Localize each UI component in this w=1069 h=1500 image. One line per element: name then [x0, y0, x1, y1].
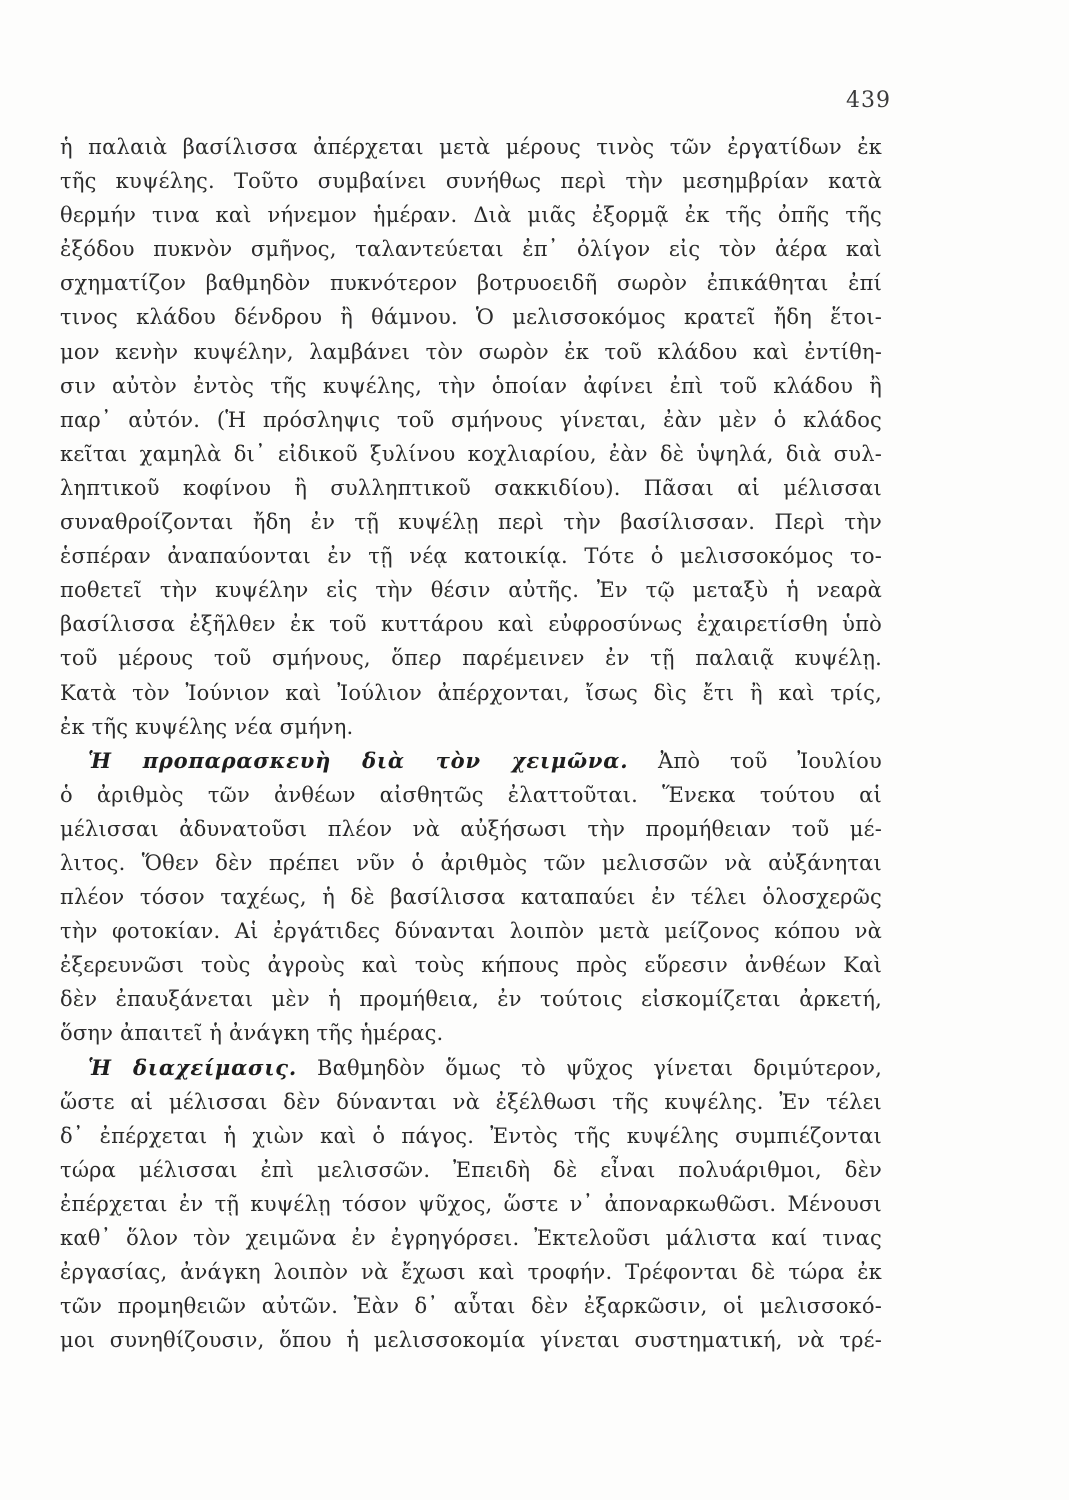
text-line: τοῦ μέρους τοῦ σμήνους, ὅπερ παρέμεινεν ἐν τῇ παλαιᾷ κυψέλῃ.: [60, 646, 882, 671]
text-line: ἐξόδου πυκνὸν σμῆνος, ταλαντεύεται ἐπ᾽ ὀλίγον εἰς τὸν ἀέρα καὶ: [60, 237, 882, 262]
text-line: δ᾽ ἐπέρχεται ἡ χιὼν καὶ ὁ πάγος. Ἐντὸς τῆς κυψέλης συμπιέζονται: [60, 1123, 882, 1148]
text-line: τῶν προμηθειῶν αὐτῶν. Ἐὰν δ᾽ αὗται δὲν ἐξαρκῶσιν, οἱ μελισσοκό-: [60, 1294, 882, 1319]
text-line: ἑσπέραν ἀναπαύονται ἐν τῇ νέᾳ κατοικίᾳ. Τότε ὁ μελισσοκόμος το-: [60, 544, 882, 569]
text-line: ληπτικοῦ κοφίνου ἢ συλληπτικοῦ σακκιδίου). Πᾶσαι αἱ μέλισσαι: [60, 475, 882, 500]
text-line: πλέον τόσον ταχέως, ἡ δὲ βασίλισσα καταπαύει ἐν τέλει ὁλοσχερῶς: [60, 885, 882, 910]
text-line: ἐκ τῆς κυψέλης νέα σμήνη.: [60, 714, 354, 739]
text-line: μον κενὴν κυψέλην, λαμβάνει τὸν σωρὸν ἐκ τοῦ κλάδου καὶ ἐντίθη-: [60, 339, 882, 364]
text-line: ποθετεῖ τὴν κυψέλην εἰς τὴν θέσιν αὐτῆς. Ἐν τῷ μεταξὺ ἡ νεαρὰ: [60, 578, 882, 603]
page-number: 439: [846, 88, 891, 113]
text-line: τώρα μέλισσαι ἐπὶ μελισσῶν. Ἐπειδὴ δὲ εἶναι πολυάριθμοι, δὲν: [60, 1157, 882, 1182]
section-heading: Ἡ διαχείμασις.: [88, 1054, 297, 1080]
paragraph-overwintering: [60, 1051, 882, 1358]
text-line: κεῖται χαμηλὰ δι᾽ εἰδικοῦ ξυλίνου κοχλιαρίου, ἐὰν δὲ ὑψηλά, διὰ συλ-: [60, 441, 882, 466]
text-line: ἐργασίας, ἀνάγκη λοιπὸν νὰ ἔχωσι καὶ τροφήν. Τρέφονται δὲ τώρα ἐκ: [60, 1260, 882, 1285]
text-line: σιν αὐτὸν ἐντὸς τῆς κυψέλης, τὴν ὁποίαν ἀφίνει ἐπὶ τοῦ κλάδου ἢ: [60, 373, 882, 398]
section-heading: Ἡ προπαρασκευὴ διὰ τὸν χειμῶνα.: [88, 747, 629, 773]
text-line: καθ᾽ ὅλον τὸν χειμῶνα ἐν ἐγρηγόρσει. Ἐκτελοῦσι μάλιστα καί τινας: [60, 1226, 882, 1250]
paragraph-winter-preparation: [60, 744, 882, 1051]
text-line: παρ᾽ αὐτόν. (Ἡ πρόσληψις τοῦ σμήνους γίνεται, ἐὰν μὲν ὁ κλάδος: [60, 407, 882, 432]
text-line: δὲν ἐπαυξάνεται μὲν ἡ προμήθεια, ἐν τούτοις εἰσκομίζεται ἀρκετή,: [60, 987, 882, 1012]
heading-line-text: Βαθμηδὸν ὅμως τὸ ψῦχος γίνεται δριμύτερον,: [317, 1055, 882, 1080]
section-first-line: [60, 1051, 882, 1085]
text-line: τῆς κυψέλης. Τοῦτο συμβαίνει συνήθως περὶ τὴν μεσημβρίαν κατὰ: [60, 169, 882, 194]
text-line: συναθροίζονται ἤδη ἐν τῇ κυψέλῃ περὶ τὴν βασίλισσαν. Περὶ τὴν: [60, 510, 882, 535]
text-line: βασίλισσα ἐξῆλθεν ἐκ τοῦ κυττάρου καὶ εὐφροσύνως ἐχαιρετίσθη ὑπὸ: [60, 612, 882, 637]
text-line: Κατὰ τὸν Ἰούνιον καὶ Ἰούλιον ἀπέρχονται, ἴσως δὶς ἔτι ἢ καὶ τρίς,: [60, 680, 882, 705]
text-line: ἐξερευνῶσι τοὺς ἀγροὺς καὶ τοὺς κήπους πρὸς εὕρεσιν ἀνθέων Καὶ: [60, 953, 882, 978]
heading-line-text: Ἀπὸ τοῦ Ἰουλίου: [658, 748, 882, 773]
text-line: ἡ παλαιὰ βασίλισσα ἀπέρχεται μετὰ μέρους τινὸς τῶν ἐργατίδων ἐκ: [60, 135, 882, 159]
text-line: ὥστε αἱ μέλισσαι δὲν δύνανται νὰ ἐξέλθωσι τῆς κυψέλης. Ἐν τέλει: [60, 1089, 882, 1114]
text-line: μοι συνηθίζουσιν, ὅπου ἡ μελισσοκομία γίνεται συστηματική, νὰ τρέ-: [60, 1328, 882, 1353]
text-line: τὴν φοτοκίαν. Αἱ ἐργάτιδες δύνανται λοιπὸν μετὰ μείζονος κόπου νὰ: [60, 919, 882, 944]
paragraph-swarming: [60, 130, 882, 744]
section-first-line: [60, 744, 882, 778]
text-line: λιτος. Ὅθεν δὲν πρέπει νῦν ὁ ἀριθμὸς τῶν μελισσῶν νὰ αὐξάνηται: [60, 850, 882, 875]
text-line: σχηματίζον βαθμηδὸν πυκνότερον βοτρυοειδῆ σωρὸν ἐπικάθηται ἐπί: [60, 271, 882, 296]
text-line: τινος κλάδου δένδρου ἢ θάμνου. Ὁ μελισσοκόμος κρατεῖ ἤδη ἕτοι-: [60, 305, 882, 330]
body-text: [60, 130, 882, 1357]
text-line: θερμήν τινα καὶ νήνεμον ἡμέραν. Διὰ μιᾶς ἐξορμᾷ ἐκ τῆς ὀπῆς τῆς: [60, 203, 882, 228]
text-line: ὅσην ἀπαιτεῖ ἡ ἀνάγκη τῆς ἡμέρας.: [60, 1021, 444, 1046]
text-line: μέλισσαι ἀδυνατοῦσι πλέον νὰ αὐξήσωσι τὴν προμήθειαν τοῦ μέ-: [60, 816, 882, 841]
text-line: ἐπέρχεται ἐν τῇ κυψέλῃ τόσον ψῦχος, ὥστε ν᾽ ἀποναρκωθῶσι. Μένουσι: [60, 1191, 882, 1216]
text-line: ὁ ἀριθμὸς τῶν ἀνθέων αἰσθητῶς ἐλαττοῦται. Ἕνεκα τούτου αἱ: [60, 782, 882, 807]
